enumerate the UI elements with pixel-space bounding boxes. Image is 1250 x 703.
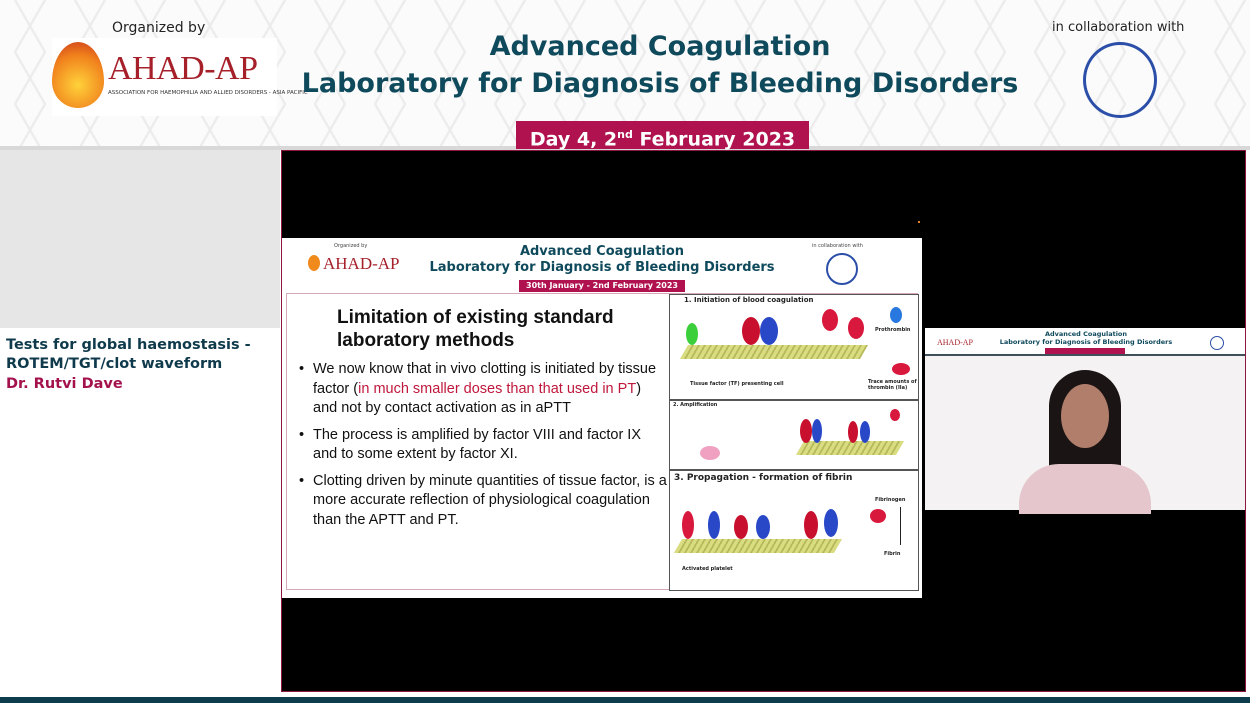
speaker-video — [1015, 368, 1155, 510]
logo-subtitle: ASSOCIATION FOR HAEMOPHILIA AND ALLIED DISORDERS - ASIA PACIFIC — [108, 90, 308, 96]
webcam-banner: AHAD-AP Advanced Coagulation Laboratory for Diagnosis of Bleeding Disorders — [925, 328, 1245, 356]
blood-drop-icon — [52, 42, 104, 108]
talk-title: Tests for global haemostasis - ROTEM/TGT/clot waveform — [6, 337, 251, 372]
slide-event-title: Advanced Coagulation Laboratory for Diagnosis of Bleeding Disorders — [429, 244, 775, 275]
left-panel-top — [0, 150, 280, 328]
cmc-seal-logo — [1083, 42, 1157, 118]
slide-logo: AHAD-AP — [308, 254, 400, 274]
event-date-badge: Day 4, 2nd February 2023 — [516, 121, 809, 149]
speaker-webcam — [925, 328, 1245, 510]
event-title: Advanced Coagulation Laboratory for Diagnosis of Bleeding Disorders — [301, 31, 1019, 99]
cursor-dot — [918, 221, 920, 223]
shared-slide — [282, 238, 922, 598]
bullet-list — [299, 360, 669, 537]
bullet: • Clotting driven by minute quantities of tissue factor, is a more accurate reflection of physiological coagulation than the APTT and PT. — [299, 472, 669, 531]
slide-content — [286, 293, 918, 590]
slide-organized-by: Organized by — [334, 243, 368, 249]
speaker-name: Dr. Rutvi Dave — [6, 376, 123, 392]
organized-by-label: Organized by — [112, 20, 206, 36]
logo-text: AHAD-AP — [108, 50, 258, 87]
bullet: • We now know that in vivo clotting is initiated by tissue factor (in much smaller doses than that used in PT) and not by contact activation as in aPTT — [299, 360, 669, 419]
panel-amplification: 2. Amplification — [669, 400, 919, 470]
slide-heading: Limitation of existing standard laboratory methods — [337, 307, 614, 351]
slide-collab: in collaboration with — [812, 243, 863, 249]
coagulation-diagram — [669, 294, 919, 591]
ahad-ap-logo — [52, 38, 308, 116]
panel-initiation: 1. Initiation of blood coagulation Prothrombin Trace amounts of thrombin (IIa) Tissue factor (TF) presenting cell — [669, 294, 919, 400]
slide-date: 30th January - 2nd February 2023 — [519, 280, 685, 292]
bullet: • The process is amplified by factor VIII and factor IX and to some extent by factor XI. — [299, 426, 669, 465]
collaboration-label: in collaboration with — [1052, 20, 1185, 35]
footer-bar — [0, 697, 1250, 703]
slide-seal-logo — [826, 253, 858, 285]
panel-propagation: 3. Propagation - formation of fibrin Fibrinogen Fibrin Activated platelet — [669, 470, 919, 591]
